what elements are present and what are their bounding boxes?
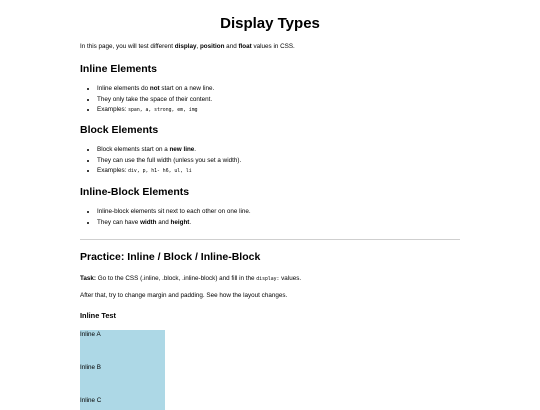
inline-test-container [80,330,165,410]
list-item-text: Inline elements do [97,85,150,92]
list-item [97,218,251,229]
task-text: values. [279,275,302,282]
task-code: display: [256,277,280,282]
intro-text: values in CSS. [251,43,295,50]
intro-position-keyword: position [199,43,225,50]
intro-text: and [224,43,239,50]
list-item-text: Block elements start on a [97,146,170,153]
list-item [97,145,241,156]
inline-block-heading: Inline-Block Elements [80,186,190,198]
list-item [97,84,214,95]
page-title: Display Types [220,15,320,32]
list-item: • They can use the full width (unless you set a width). [97,156,241,167]
list-item-bold: width [140,218,157,226]
inline-test-item-c: Inline C [80,397,102,404]
inline-heading: Inline Elements [80,63,158,75]
list-item-text: Examples: [97,106,129,113]
list-item [97,166,241,178]
task-label: Task: [80,275,96,282]
intro-paragraph [80,43,295,51]
intro-display-keyword: display [174,43,197,50]
intro-float-keyword: float [238,43,252,50]
list-item: • Inline-block elements sit next to each other on one line. [97,207,251,218]
inline-test-item-b: Inline B [80,364,102,371]
list-item-text: They can have [97,218,141,226]
list-item: • They only take the space of their content. [97,95,214,106]
list-item-text: and [156,218,171,226]
list-item-bold: not [149,85,160,92]
list-item-text: start on a new line. [159,85,215,92]
after-paragraph: After that, try to change margin and padding. See how the layout changes. [80,292,288,299]
inline-block-list [80,207,251,228]
inline-list [80,84,214,117]
intro-text: , [196,43,200,50]
list-item-bold: new line [169,146,195,153]
list-item-text: . [194,146,197,153]
list-item-bold: height [170,218,190,226]
task-paragraph [80,275,301,284]
inline-test-heading: Inline Test [80,311,116,320]
block-heading: Block Elements [80,124,159,136]
block-examples-code: div, p, h1- h6, ul, li [128,169,192,174]
task-text: Go to the CSS (.inline, .block, .inline-block) and fill in the [95,275,257,282]
list-item-text: Examples: [97,167,129,174]
practice-heading: Practice: Inline / Block / Inline-Block [80,251,261,263]
inline-examples-code: span, a, strong, em, img [128,108,198,113]
list-item [97,105,214,117]
intro-text: In this page, you will test different [80,43,175,50]
block-list [80,145,241,178]
list-item-text: . [189,218,192,226]
inline-test-item-a: Inline A [80,331,101,338]
section-divider [80,239,460,240]
